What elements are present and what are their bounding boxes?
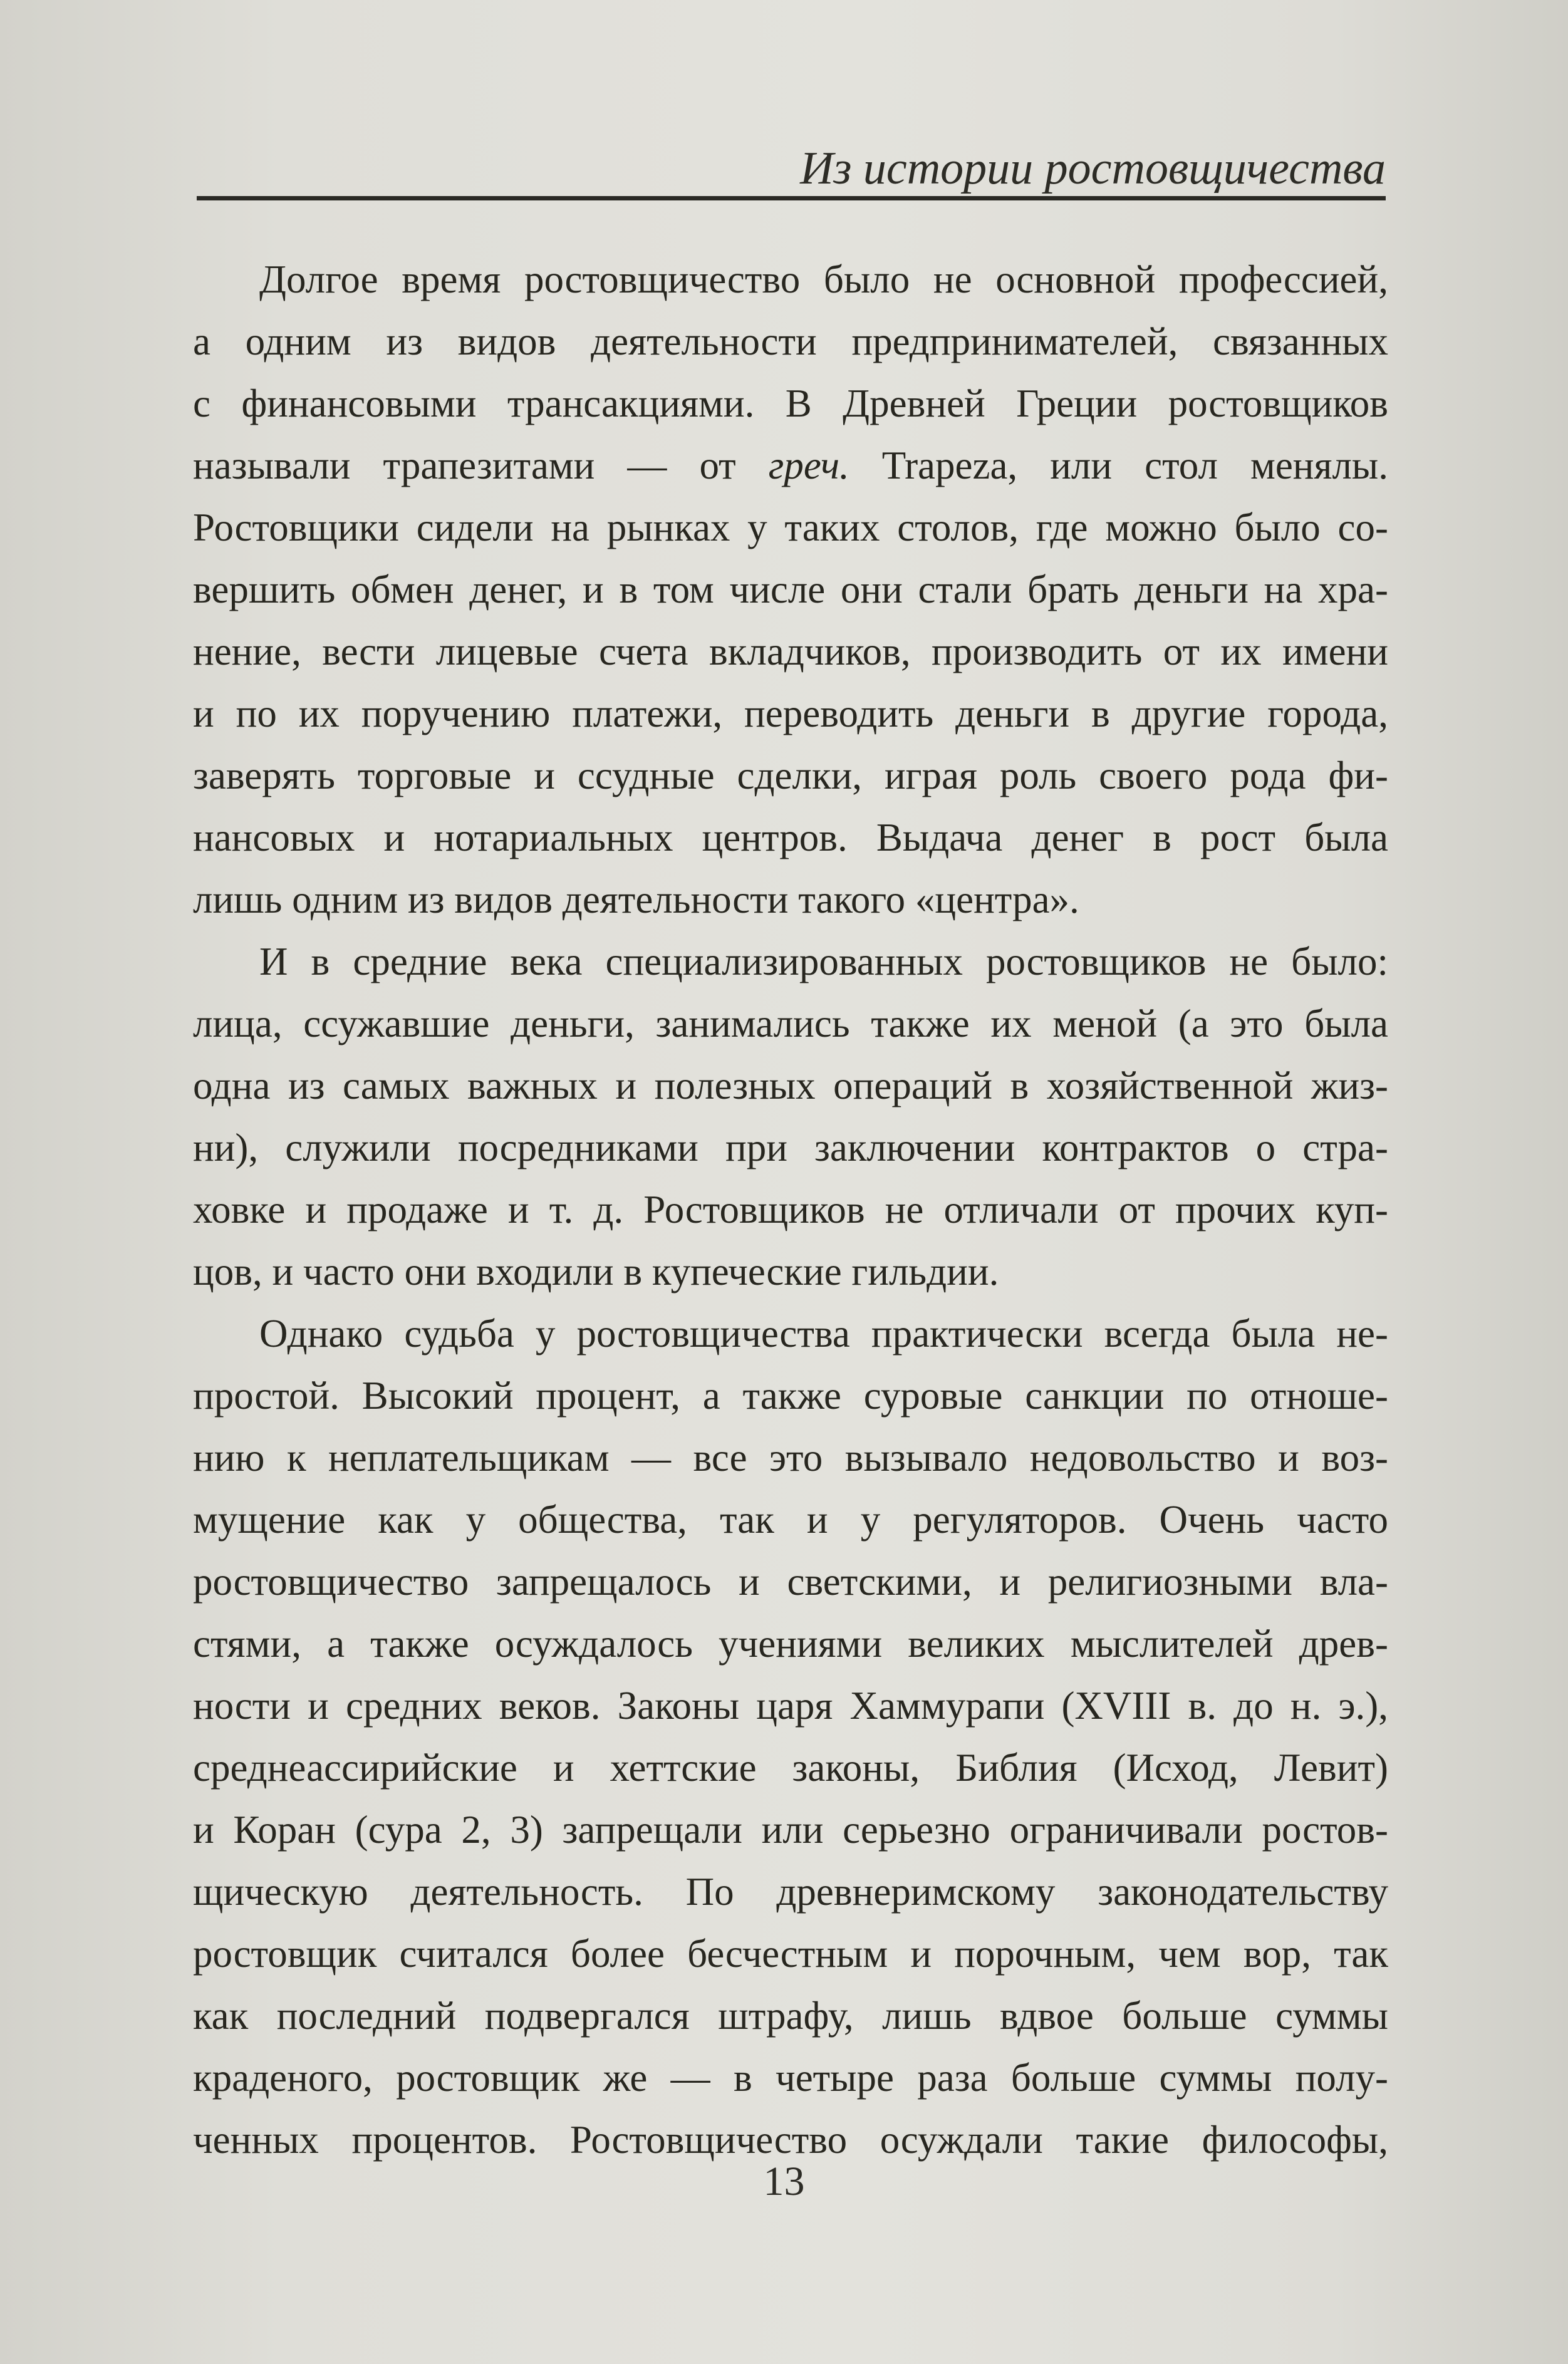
text-line: мущение как у общества, так и у регуляторов. Очень часто xyxy=(193,1498,1388,1542)
text-line: и Коран (сура 2, 3) запрещали или серьезно ограничивали ростов- xyxy=(193,1808,1388,1852)
text-line: нию к неплательщикам — все это вызывало недовольство и воз- xyxy=(193,1436,1388,1480)
text-line: и по их поручению платежи, переводить деньги в другие города, xyxy=(193,692,1388,735)
text-segment: Trapeza, или стол менялы. xyxy=(849,443,1388,487)
text-line: ченных процентов. Ростовщичество осуждали такие философы, xyxy=(193,2118,1388,2162)
text-line: нансовых и нотариальных центров. Выдача денег в рост была xyxy=(193,816,1388,859)
page-body xyxy=(193,249,1388,2171)
text-line: ности и средних веков. Законы царя Хаммурапи (XVIII в. до н. э.), xyxy=(193,1684,1388,1728)
text-line: И в средние века специализированных ростовщиков не было: xyxy=(259,940,1388,983)
text-line: простой. Высокий процент, а также суровые санкции по отноше- xyxy=(193,1374,1388,1418)
text-line: как последний подвергался штрафу, лишь вдвое больше суммы xyxy=(193,1994,1388,2038)
text-line: цов, и часто они входили в купеческие гильдии. xyxy=(193,1250,999,1293)
text-line: краденого, ростовщик же — в четыре раза больше суммы полу- xyxy=(193,2056,1388,2100)
text-line: стями, а также осуждалось учениями великих мыслителей древ- xyxy=(193,1622,1388,1666)
text-line: одна из самых важных и полезных операций в хозяйственной жиз- xyxy=(193,1064,1388,1107)
text-line: ростовщик считался более бесчестным и порочным, чем вор, так xyxy=(193,1932,1388,1976)
text-line: ростовщичество запрещалось и светскими, и религиозными вла- xyxy=(193,1560,1388,1604)
text-line: лишь одним из видов деятельности такого «центра». xyxy=(193,878,1079,921)
page-number: 13 xyxy=(763,2159,805,2204)
text-line: лица, ссужавшие деньги, занимались также их меной (а это была xyxy=(193,1002,1388,1045)
text-line: заверять торговые и ссудные сделки, играя роль своего рода фи- xyxy=(193,754,1388,797)
text-line xyxy=(193,435,1388,497)
text-line: Ростовщики сидели на рынках у таких столов, где можно было со- xyxy=(193,505,1388,549)
text-line: вершить обмен денег, и в том числе они стали брать деньги на хра- xyxy=(193,568,1388,611)
text-line: ховке и продаже и т. д. Ростовщиков не отличали от прочих куп- xyxy=(193,1188,1388,1231)
text-line: Однако судьба у ростовщичества практически всегда была не- xyxy=(259,1312,1388,1356)
running-header: Из истории ростовщичества xyxy=(800,143,1386,194)
text-line: среднеассирийские и хеттские законы, Библия (Исход, Левит) xyxy=(193,1746,1388,1790)
italic-abbreviation: греч. xyxy=(768,443,849,487)
text-line: а одним из видов деятельности предпринимателей, связанных xyxy=(193,319,1388,363)
header-rule xyxy=(197,196,1386,200)
text-line: ни), служили посредниками при заключении контрактов о стра- xyxy=(193,1126,1388,1169)
text-line: Долгое время ростовщичество было не основной профессией, xyxy=(259,257,1388,301)
text-line: с финансовыми трансакциями. В Древней Греции ростовщиков xyxy=(193,381,1388,425)
text-line: щическую деятельность. По древнеримскому законодательству xyxy=(193,1870,1388,1914)
text-line: нение, вести лицевые счета вкладчиков, производить от их имени xyxy=(193,630,1388,673)
text-segment: называли трапезитами — от xyxy=(193,443,769,487)
